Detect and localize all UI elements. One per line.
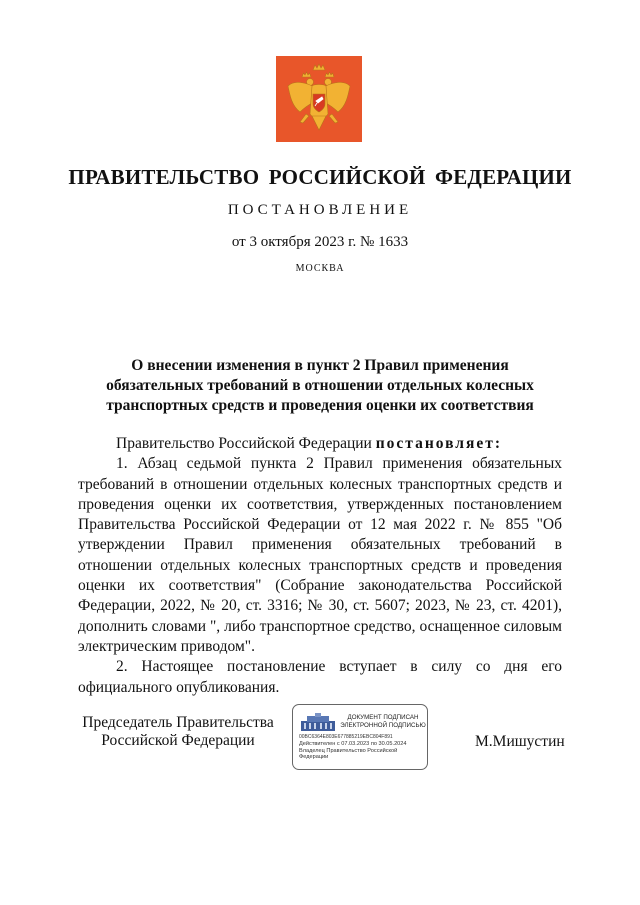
certificate-number: 00BC6364E803E677885219EBC804F891 bbox=[299, 734, 393, 740]
paragraph-2: 2. Настоящее постановление вступает в силу со дня его официального опубликования. bbox=[78, 658, 562, 696]
signatory-position bbox=[78, 714, 278, 750]
position-line: Российской Федерации bbox=[101, 732, 255, 749]
document-date-number: от 3 октября 2023 г. № 1633 bbox=[231, 234, 409, 250]
electronic-signature-stamp bbox=[292, 704, 428, 770]
intro-text: Правительство Российской Федерации bbox=[116, 435, 376, 452]
coat-of-arms-emblem bbox=[276, 56, 362, 142]
document-subject bbox=[78, 356, 562, 416]
russian-coat-of-arms-icon bbox=[276, 56, 362, 142]
government-title: ПРАВИТЕЛЬСТВО РОССИЙСКОЙ ФЕДЕРАЦИИ bbox=[68, 165, 572, 189]
subject-line: транспортных средств и проведения оценки их соответствия bbox=[106, 397, 534, 414]
signatory-name: М.Мишустин bbox=[475, 733, 565, 750]
resolution-intro bbox=[78, 434, 562, 454]
document-type: ПОСТАНОВЛЕНИЕ bbox=[227, 202, 413, 218]
subject-line: О внесении изменения в пункт 2 Правил применения bbox=[131, 357, 509, 374]
government-building-icon bbox=[301, 713, 335, 731]
certificate-owner: Владелец Правительство Российской bbox=[299, 747, 398, 754]
stamp-title bbox=[337, 714, 429, 729]
paragraph-1: 1. Абзац седьмой пункта 2 Правил применения обязательных требований в отношении отдельных колесных транспортных средств и проведения оценки их соответствия, утвержденных постановлением Правительства Российской Федерации от 12 мая 2022 г. № 855 "Об утверждении Правил применения обязательных требований в отношении отдельных колесных транспортных средств и проведения оценки их соответствия" (Собрание законодательства Российской Федерации, 2022, № 20, ст. 3316; № 30, ст. 5607; 2023, № 23, ст. 4201), дополнить словами ", либо транспортное средство, оснащенное силовым электрическим приводом". bbox=[78, 455, 562, 655]
validity-period: Действителен с 07.03.2023 по 30.05.2024 bbox=[299, 741, 407, 747]
stamp-header bbox=[301, 711, 425, 733]
stamp-title-line: ЭЛЕКТРОННОЙ ПОДПИСЬЮ bbox=[340, 721, 426, 729]
certificate-owner: Федерации bbox=[299, 754, 329, 761]
stamp-title-line: ДОКУМЕНТ ПОДПИСАН bbox=[347, 714, 419, 721]
resolves-word: постановляет: bbox=[375, 435, 503, 452]
certificate-details bbox=[299, 741, 425, 761]
document-body bbox=[78, 434, 562, 698]
subject-line: обязательных требований в отношении отдельных колесных bbox=[106, 377, 534, 394]
document-city: МОСКВА bbox=[295, 263, 345, 274]
position-line: Председатель Правительства bbox=[82, 714, 274, 731]
